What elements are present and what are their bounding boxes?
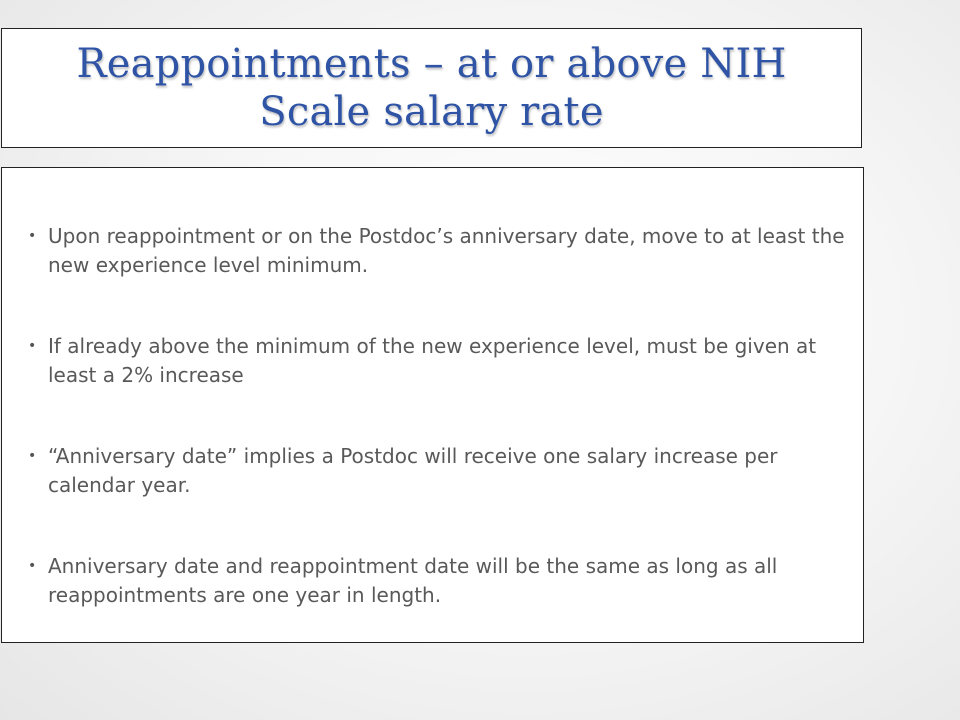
- bullet-item-2: [2, 332, 862, 390]
- title-box: [1, 28, 862, 148]
- content-box: [1, 167, 864, 643]
- bullet-icon: •: [28, 558, 37, 574]
- bullet-icon: •: [28, 448, 37, 464]
- bullet-item-3: [2, 442, 862, 500]
- slide-title: Reappointments – at or above NIH Scale salary rate: [76, 41, 787, 135]
- bullet-item-4: [2, 552, 862, 610]
- bullet-text-1: Upon reappointment or on the Postdoc’s anniversary date, move to at least the new experience level minimum.: [48, 224, 845, 277]
- bullet-text-3: “Anniversary date” implies a Postdoc will receive one salary increase per calendar year.: [48, 444, 778, 497]
- bullet-list: [2, 222, 862, 662]
- bullet-text-2: If already above the minimum of the new experience level, must be given at least a 2% increase: [48, 334, 817, 387]
- bullet-item-1: [2, 222, 862, 280]
- bullet-icon: •: [28, 228, 37, 244]
- bullet-icon: •: [28, 338, 37, 354]
- bullet-text-4: Anniversary date and reappointment date will be the same as long as all reappointments are one year in length.: [48, 554, 778, 607]
